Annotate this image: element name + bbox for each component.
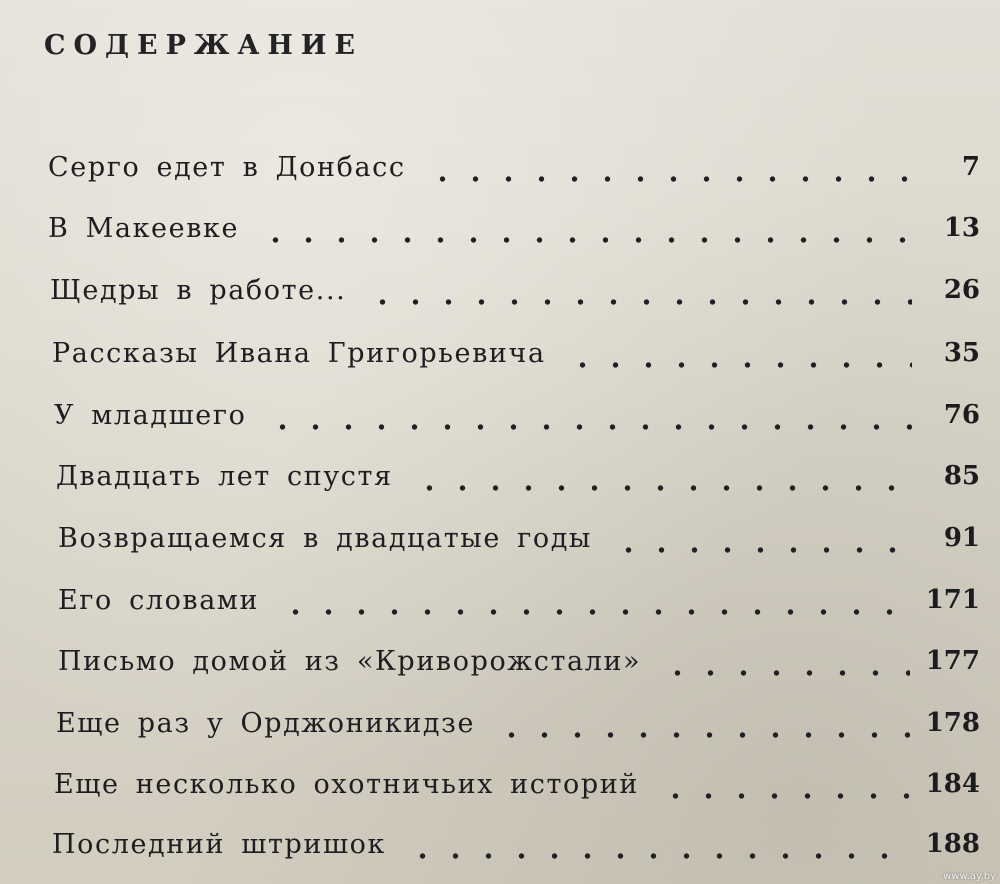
toc-entry-title: В Макеевке (48, 212, 240, 244)
toc-entry-title: Еще несколько охотничьих историй (54, 768, 639, 800)
toc-entry-title: Рассказы Ивана Григорьевича (52, 337, 546, 369)
toc-entry (48, 208, 980, 248)
dot-leader (659, 764, 910, 804)
toc-entry (56, 456, 980, 496)
toc-entry (52, 824, 980, 864)
toc-entry-title: Возвращаемся в двадцатые годы (58, 522, 593, 554)
toc-entry-title: У младшего (54, 399, 247, 431)
toc-entry-title: Серго едет в Донбасс (48, 151, 406, 183)
toc-entry (56, 703, 980, 743)
dot-leader (426, 147, 912, 187)
toc-entry-title: Его словами (58, 584, 260, 616)
toc-entry-page: 35 (943, 338, 980, 368)
toc-entry-page: 91 (943, 523, 980, 553)
toc-entry-page: 13 (943, 213, 980, 243)
toc-entry (58, 518, 980, 558)
dot-leader (279, 580, 910, 620)
contents-heading: СОДЕРЖАНИЕ (44, 30, 363, 61)
toc-entry-page: 76 (943, 400, 980, 430)
toc-entry-title: Письмо домой из «Криворожстали» (58, 645, 642, 677)
toc-entry (54, 764, 980, 804)
toc-entry (48, 147, 980, 187)
dot-leader (259, 208, 912, 248)
toc-entry (58, 641, 980, 681)
dot-leader (566, 333, 912, 373)
dot-leader (366, 270, 912, 310)
toc-entry-title: Двадцать лет спустя (56, 460, 393, 492)
toc-entry (58, 580, 980, 620)
toc-entry-page: 85 (943, 461, 980, 491)
toc-entry (54, 395, 980, 435)
toc-entry-page: 178 (925, 708, 980, 738)
dot-leader (266, 395, 912, 435)
dot-leader (406, 824, 910, 864)
toc-entry-page: 26 (943, 275, 980, 305)
toc-entry (50, 270, 980, 310)
dot-leader (413, 456, 912, 496)
toc-entry-page: 184 (925, 769, 980, 799)
toc-entry-title: Последний штришок (52, 828, 386, 860)
toc-entry-page: 7 (961, 152, 980, 182)
toc-entry-title: Щедры в работе... (50, 274, 347, 306)
toc-entry-title: Еще раз у Орджоникидзе (56, 707, 476, 739)
dot-leader (612, 518, 912, 558)
site-watermark: www.ay.by (943, 871, 996, 882)
toc-entry (52, 333, 980, 373)
dot-leader (661, 641, 910, 681)
toc-entry-page: 188 (925, 829, 980, 859)
toc-entry-page: 177 (925, 646, 980, 676)
dot-leader (495, 703, 910, 743)
toc-entry-page: 171 (925, 585, 980, 615)
